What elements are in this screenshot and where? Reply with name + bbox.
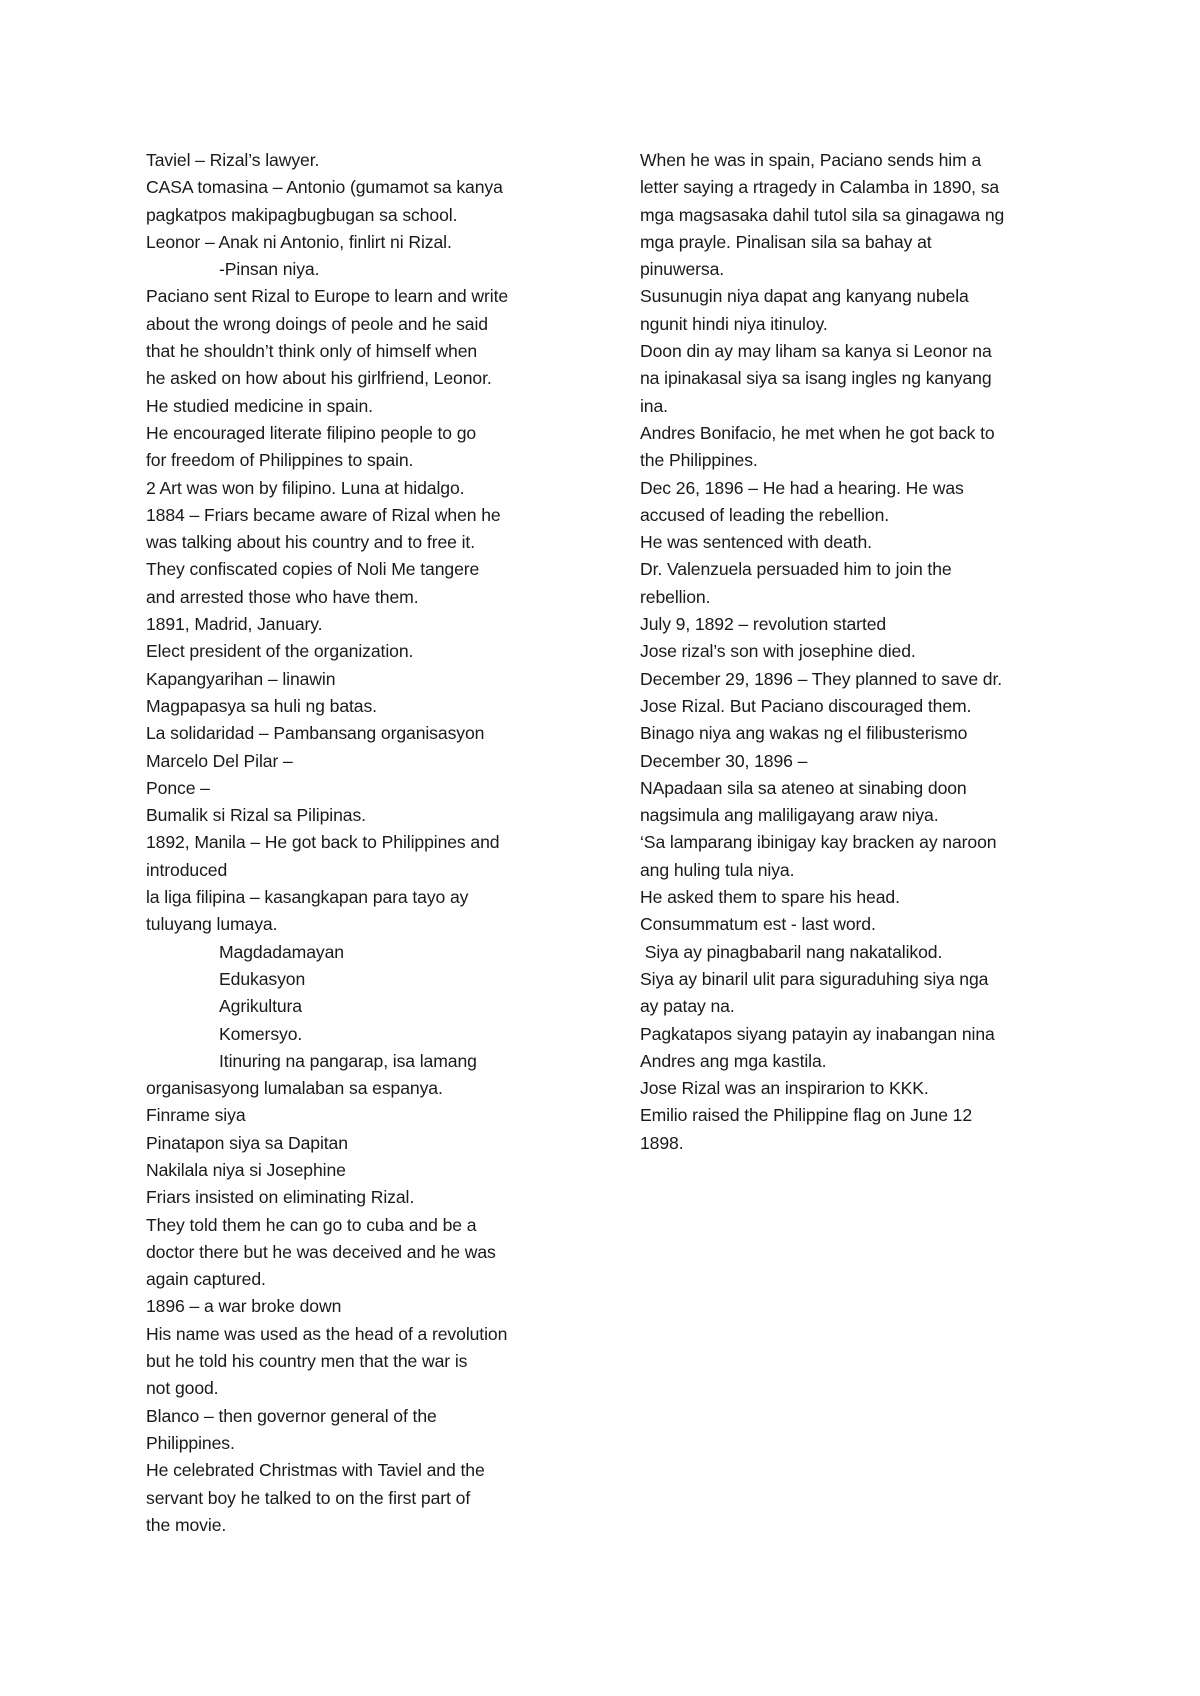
text-line: organisasyong lumalaban sa espanya.: [146, 1078, 443, 1099]
text-line: -Pinsan niya.: [219, 259, 320, 280]
text-line: Andres Bonifacio, he met when he got back to: [640, 422, 995, 443]
text-line: for freedom of Philippines to spain.: [146, 450, 414, 471]
text-line: about the wrong doings of peole and he said: [146, 313, 488, 334]
text-line: Pagkatapos siyang patayin ay inabangan nina: [640, 1023, 995, 1044]
text-line: Emilio raised the Philippine flag on June 12: [640, 1105, 973, 1126]
text-line: Consummatum est - last word.: [640, 914, 876, 935]
text-line: na ipinakasal siya sa isang ingles ng kanyang: [640, 368, 992, 389]
text-line: nagsimula ang maliligayang araw niya.: [640, 805, 939, 826]
text-line: the Philippines.: [640, 450, 758, 471]
text-line: They told them he can go to cuba and be a: [146, 1214, 477, 1235]
text-line: Kapangyarihan – linawin: [146, 668, 336, 689]
text-line: that he shouldn’t think only of himself when: [146, 341, 478, 362]
text-line: ngunit hindi niya itinuloy.: [640, 313, 828, 334]
text-line: introduced: [146, 859, 228, 880]
text-line: Taviel – Rizal’s lawyer.: [146, 150, 320, 170]
text-line: He celebrated Christmas with Taviel and the: [146, 1460, 485, 1481]
text-line: mga prayle. Pinalisan sila sa bahay at: [640, 231, 932, 252]
text-line: Elect president of the organization.: [146, 641, 414, 662]
text-line: 1898.: [640, 1132, 684, 1153]
text-line: December 29, 1896 – They planned to save dr.: [640, 668, 1003, 689]
text-line: la liga filipina – kasangkapan para tayo ay: [146, 887, 469, 908]
text-line: Bumalik si Rizal sa Pilipinas.: [146, 805, 366, 826]
text-line: Blanco – then governor general of the: [146, 1405, 437, 1426]
text-line: and arrested those who have them.: [146, 586, 419, 607]
text-line: he asked on how about his girlfriend, Leonor.: [146, 368, 492, 389]
text-line: Leonor – Anak ni Antonio, finlirt ni Rizal.: [146, 231, 452, 252]
text-line: Komersyo.: [219, 1023, 303, 1044]
text-line: Dr. Valenzuela persuaded him to join the: [640, 559, 952, 580]
text-line: They confiscated copies of Noli Me tangere: [146, 559, 480, 580]
text-line: Philippines.: [146, 1432, 235, 1453]
text-line: Finrame siya: [146, 1105, 246, 1126]
text-line: the movie.: [146, 1514, 227, 1535]
text-line: Nakilala niya si Josephine: [146, 1159, 346, 1180]
text-line: 1892, Manila – He got back to Philippines and: [146, 832, 500, 853]
text-line: but he told his country men that the war is: [146, 1351, 468, 1372]
text-line: pinuwersa.: [640, 259, 725, 280]
text-line: December 30, 1896 –: [640, 750, 808, 771]
text-line: not good.: [146, 1378, 219, 1399]
text-line: He was sentenced with death.: [640, 532, 872, 553]
text-line: again captured.: [146, 1269, 266, 1290]
text-line: Jose rizal’s son with josephine died.: [640, 641, 916, 662]
text-line: He asked them to spare his head.: [640, 887, 900, 908]
text-line: Magpapasya sa huli ng batas.: [146, 695, 377, 716]
text-line: Agrikultura: [219, 996, 302, 1017]
text-line: Jose Rizal was an inspirarion to KKK.: [640, 1078, 929, 1099]
text-line: His name was used as the head of a revolution: [146, 1323, 508, 1344]
text-line: 1891, Madrid, January.: [146, 614, 323, 635]
text-line: was talking about his country and to free it.: [146, 532, 475, 553]
text-line: Doon din ay may liham sa kanya si Leonor na: [640, 341, 992, 362]
text-line: Edukasyon: [219, 968, 306, 989]
text-line: Binago niya ang wakas ng el filibusterismo: [640, 723, 968, 744]
text-line: Siya ay pinagbabaril nang nakatalikod.: [640, 941, 943, 962]
text-line: letter saying a rtragedy in Calamba in 1890, sa: [640, 177, 1000, 198]
text-line: Magdadamayan: [219, 941, 344, 962]
text-line: mga magsasaka dahil tutol sila sa ginagawa ng: [640, 204, 1005, 225]
text-line: Itinuring na pangarap, isa lamang: [219, 1050, 477, 1071]
text-line: accused of leading the rebellion.: [640, 504, 890, 525]
text-line: Jose Rizal. But Paciano discouraged them.: [640, 695, 972, 716]
left-text-column: [146, 147, 576, 1539]
text-line: servant boy he talked to on the first part of: [146, 1487, 471, 1508]
text-line: 1896 – a war broke down: [146, 1296, 342, 1317]
text-line: When he was in spain, Paciano sends him a: [640, 150, 982, 170]
text-line: He encouraged literate filipino people to go: [146, 422, 477, 443]
text-line: La solidaridad – Pambansang organisasyon: [146, 723, 485, 744]
text-line: doctor there but he was deceived and he was: [146, 1241, 496, 1262]
text-line: Pinatapon siya sa Dapitan: [146, 1132, 348, 1153]
text-line: 1884 – Friars became aware of Rizal when he: [146, 504, 501, 525]
text-line: ina.: [640, 395, 668, 416]
text-line: Siya ay binaril ulit para siguraduhing siya nga: [640, 968, 989, 989]
text-line: rebellion.: [640, 586, 711, 607]
text-line: Paciano sent Rizal to Europe to learn and write: [146, 286, 509, 307]
text-line: NApadaan sila sa ateneo at sinabing doon: [640, 777, 967, 798]
text-line: Ponce –: [146, 777, 210, 798]
text-line: Andres ang mga kastila.: [640, 1050, 827, 1071]
text-line: Friars insisted on eliminating Rizal.: [146, 1187, 415, 1208]
text-line: tuluyang lumaya.: [146, 914, 278, 935]
text-line: pagkatpos makipagbugbugan sa school.: [146, 204, 458, 225]
text-line: ‘Sa lamparang ibinigay kay bracken ay naroon: [640, 832, 997, 853]
text-line: CASA tomasina – Antonio (gumamot sa kanya: [146, 177, 503, 198]
text-line: ang huling tula niya.: [640, 859, 795, 880]
text-line: He studied medicine in spain.: [146, 395, 373, 416]
text-line: Dec 26, 1896 – He had a hearing. He was: [640, 477, 964, 498]
text-line: 2 Art was won by filipino. Luna at hidalgo.: [146, 477, 465, 498]
text-line: Marcelo Del Pilar –: [146, 750, 293, 771]
text-line: ay patay na.: [640, 996, 735, 1017]
text-line: July 9, 1892 – revolution started: [640, 614, 887, 635]
right-text-column: [640, 147, 1070, 1157]
text-line: Susunugin niya dapat ang kanyang nubela: [640, 286, 969, 307]
